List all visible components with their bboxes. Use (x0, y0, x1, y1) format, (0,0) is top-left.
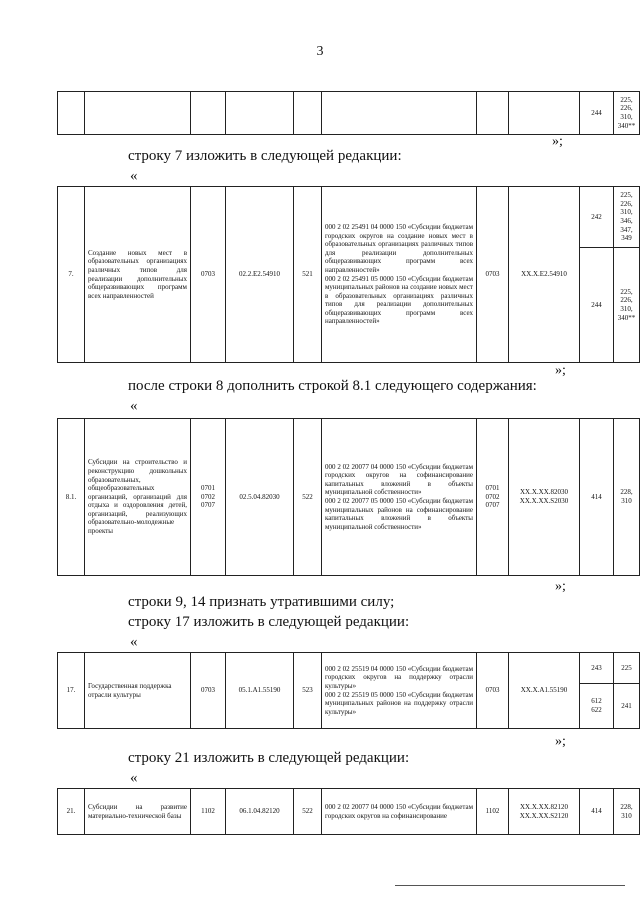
cell-kosgu-b: 241 (614, 684, 640, 729)
cell-rz: 1102 (191, 789, 226, 835)
close-quote: »; (555, 734, 566, 749)
open-quote: « (130, 168, 138, 184)
instruction-text: строки 9, 14 признать утратившими силу; (128, 594, 395, 610)
cell-kosgu: 228, 310 (614, 419, 640, 576)
cell-number: 17. (58, 653, 85, 729)
cell-csr2: XX.X.A1.55190 (509, 653, 580, 729)
cell-number: 21. (58, 789, 85, 835)
cell-kosgu-a: 225 (614, 653, 640, 684)
cell-name: Субсидии на развитие материально-технической базы (85, 789, 191, 835)
cell-rz2: 1102 (477, 789, 509, 835)
cell-income-code: 000 2 02 25491 04 0000 150 «Субсидии бюджетам городских округов на создание новых мест в образовательных организациях различных типов для реализации дополнительных общеразвивающих программ всех направленностей» 000 2 02 25491 05 0000 150 «Субсидии бюджетам муниципальных районов на создание новых мест в образовательных организациях различных типов для реализации дополнительных общеразвивающих программ всех направленностей» (322, 187, 477, 363)
cell-vr: 244 (580, 92, 614, 135)
table-row-17 (57, 652, 640, 729)
cell-empty (322, 92, 477, 135)
cell-vr: 521 (294, 187, 322, 363)
cell-csr2: XX.X.XX.82030 XX.X.XX.S2030 (509, 419, 580, 576)
cell-vr2: 414 (580, 419, 614, 576)
cell-vr: 523 (294, 653, 322, 729)
close-quote: »; (555, 363, 566, 378)
cell-empty (226, 92, 294, 135)
cell-name: Государственная поддержка отрасли культуры (85, 653, 191, 729)
cell-rz2: 0703 (477, 187, 509, 363)
cell-vr-b: 244 (580, 248, 614, 363)
cell-csr: 05.1.A1.55190 (226, 653, 294, 729)
cell-rz2: 0701 0702 0707 (477, 419, 509, 576)
open-quote: « (130, 634, 138, 650)
open-quote: « (130, 398, 138, 414)
cell-number: 8.1. (58, 419, 85, 576)
table-row-fragment (57, 91, 640, 135)
cell-rz: 0703 (191, 653, 226, 729)
cell-csr: 02.5.04.82030 (226, 419, 294, 576)
cell-vr-a: 242 (580, 187, 614, 248)
instruction-text: строку 7 изложить в следующей редакции: (128, 148, 402, 164)
cell-vr: 522 (294, 419, 322, 576)
cell-income-code: 000 2 02 25519 04 0000 150 «Субсидии бюджетам городских округов на поддержку отрасли культуры» 000 2 02 25519 05 0000 150 «Субсидии бюджетам муниципальных районов на поддержку отрасли культуры» (322, 653, 477, 729)
cell-number: 7. (58, 187, 85, 363)
page-number: 3 (316, 44, 324, 59)
cell-vr-a: 243 (580, 653, 614, 684)
table-row-8-1 (57, 418, 640, 576)
cell-income-code: 000 2 02 20077 04 0000 150 «Субсидии бюджетам городских округов на софинансирование (322, 789, 477, 835)
instruction-text: строку 17 изложить в следующей редакции: (128, 614, 410, 630)
cell-empty (191, 92, 226, 135)
cell-csr: 06.1.04.82120 (226, 789, 294, 835)
cell-csr2: XX.X.E2.54910 (509, 187, 580, 363)
cell-empty (509, 92, 580, 135)
open-quote: « (130, 770, 138, 786)
cell-empty (477, 92, 509, 135)
cell-rz: 0701 0702 0707 (191, 419, 226, 576)
cell-rz2: 0703 (477, 653, 509, 729)
cell-rz: 0703 (191, 187, 226, 363)
cell-empty (85, 92, 191, 135)
cell-kosgu-b: 225, 226, 310, 340** (614, 248, 640, 363)
cell-vr2: 414 (580, 789, 614, 835)
cell-csr: 02.2.E2.54910 (226, 187, 294, 363)
cell-empty (58, 92, 85, 135)
table-row-7 (57, 186, 640, 363)
footer-rule (395, 885, 625, 886)
close-quote: »; (552, 134, 563, 149)
cell-income-code: 000 2 02 20077 04 0000 150 «Субсидии бюджетам городских округов на софинансирование капитальных вложений в объекты муниципальной собственности» 000 2 02 20077 05 0000 150 «Субсидии бюджетам муниципальных районов на софинансирование капитальных вложений в объекты муниципальной собственности» (322, 419, 477, 576)
table-row-21 (57, 788, 640, 835)
cell-csr2: XX.X.XX.82120 XX.X.XX.S2120 (509, 789, 580, 835)
cell-kosgu: 228, 310 (614, 789, 640, 835)
cell-vr-b: 612 622 (580, 684, 614, 729)
instruction-text: после строки 8 дополнить строкой 8.1 следующего содержания: (128, 378, 537, 394)
instruction-text: строку 21 изложить в следующей редакции: (128, 750, 410, 766)
cell-vr: 522 (294, 789, 322, 835)
cell-name: Создание новых мест в образовательных организациях различных типов для реализации дополнительных общеразвивающих программ всех направленностей (85, 187, 191, 363)
cell-name: Субсидии на строительство и реконструкцию дошкольных образовательных, общеобразовательных организаций, организаций для отдыха и оздоровления детей, организаций, реализующих образовательно-молодежные проекты (85, 419, 191, 576)
cell-kosgu: 225, 226, 310, 340** (614, 92, 640, 135)
close-quote: »; (555, 579, 566, 594)
cell-kosgu-a: 225, 226, 310, 346, 347, 349 (614, 187, 640, 248)
cell-empty (294, 92, 322, 135)
